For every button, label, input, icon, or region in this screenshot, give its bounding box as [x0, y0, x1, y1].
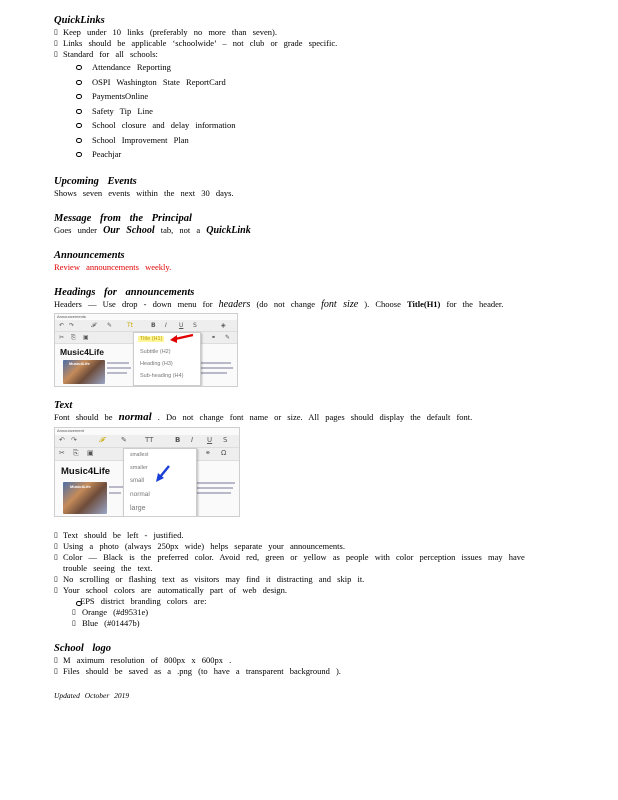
text-section [54, 399, 554, 629]
paste-icon: ▣ [83, 333, 89, 341]
logo-section [54, 642, 554, 677]
list-item: Attendance Reporting [54, 60, 554, 75]
undo-icon: ↶ [59, 321, 65, 329]
undo-icon: ↶ [59, 435, 65, 444]
editor-toolbar-row-1 [55, 320, 237, 332]
quicklinks-heading: QuickLinks [54, 15, 105, 26]
bullet-school-colors: ▯ Your school colors are automatically part of web design. [54, 585, 554, 596]
headings-section [54, 286, 554, 387]
branding-list [54, 596, 554, 607]
menu-item-heading-h3[interactable]: Heading (H3) [140, 360, 173, 367]
text-line [197, 492, 231, 494]
text-bullets [54, 530, 554, 596]
italic-icon: I [191, 435, 194, 444]
message-heading: Message from the Principal [54, 212, 192, 224]
headings-editor-screenshot [54, 313, 238, 387]
text-line [107, 362, 129, 364]
bullet-max-resolution: ▯ M aximum resolution of 800px x 600px . [54, 655, 554, 666]
branding-label: EPS district branding colors are: [54, 596, 554, 607]
text-line [197, 487, 233, 489]
text-line [109, 486, 123, 488]
quicklinks-bullets [54, 27, 554, 60]
branding-color-blue: ▯ Blue (#01447b) [54, 618, 554, 629]
redo-icon: ↷ [71, 435, 77, 444]
announcements-heading: Announcements [54, 249, 125, 261]
bullet-links-applicable: ▯ Links should be applicable ‘schoolwide’ – not club or grade specific. [54, 38, 554, 49]
copy-icon: ⎘ [73, 448, 79, 457]
heading-format-icon: Tt [127, 321, 134, 329]
menu-item-subheading-h4[interactable]: Sub-heading (H4) [140, 372, 184, 379]
link-icon: ⚭ [205, 448, 211, 457]
font-size-word: font size [321, 298, 359, 310]
logo-heading: School logo [54, 642, 112, 654]
headers-word: headers [218, 298, 251, 310]
menu-item-normal[interactable]: normal [130, 490, 150, 498]
bullet-left-justified: ▯ Text should be left - justified. [54, 530, 554, 541]
font-size-icon: TT [145, 435, 154, 444]
menu-item-smaller[interactable]: smaller [130, 464, 148, 471]
text-line [197, 482, 235, 484]
announcements-section [54, 249, 554, 273]
menu-item-subtitle-h2[interactable]: Subtitle (H2) [140, 348, 171, 355]
underline-icon: U [179, 321, 184, 329]
message-text [54, 225, 554, 236]
red-arrow-icon [167, 332, 195, 344]
blue-arrow-icon [153, 464, 171, 486]
fill-icon: ◈ [221, 321, 226, 329]
cut-icon: ✂ [59, 333, 65, 341]
quicklinks-section [54, 14, 554, 162]
text-line [107, 372, 127, 374]
menu-item-large[interactable]: large [130, 504, 146, 512]
bullet-png-files: ▯ Files should be saved as a .png (to have a transparent background ). [54, 666, 554, 677]
color-icon: ✎ [107, 321, 113, 329]
menu-item-small[interactable]: small [130, 477, 145, 484]
message-text-before: Goes under [54, 224, 97, 235]
bold-icon: B [175, 435, 181, 444]
link-icon: ⚭ [211, 333, 217, 341]
title-h1-word: Title(H1) [407, 298, 441, 309]
text-heading: Text [54, 399, 73, 411]
strike-icon: S [223, 435, 228, 444]
text-line [109, 492, 121, 494]
menu-item-title-h1[interactable]: Title (H1) [140, 335, 163, 342]
font-icon: 𝓕 [99, 435, 105, 444]
updated-footer: Updated October 2019 [54, 690, 130, 700]
font-icon: 𝓕 [91, 321, 96, 329]
screenshot-caption: Announcements [57, 313, 86, 319]
color-icon: ✎ [121, 435, 127, 444]
upcoming-section [54, 175, 554, 199]
list-item: Peachjar [54, 147, 554, 162]
our-school-tab-name: Our School [103, 224, 155, 236]
bullet-photo: ▯ Using a photo (always 250px wide) helps separate your announcements. [54, 541, 554, 552]
band-photo-badge: Music4Life [69, 360, 90, 366]
headings-text-3: ). Choose [364, 298, 401, 309]
text-paragraph [54, 412, 554, 423]
announcements-text: Review announcements weekly. [54, 261, 172, 272]
special-char-icon: ✎ [225, 333, 231, 341]
text-paragraph-1: Font should be [54, 411, 113, 422]
music4life-logo: Music4Life [61, 465, 111, 477]
logo-bullets [54, 655, 554, 677]
document-page [54, 14, 554, 707]
cut-icon: ✂ [59, 448, 65, 457]
menu-item-smallest[interactable]: smallest [130, 451, 149, 458]
bullet-keep-under: ▯ Keep under 10 links (preferably no more than seven). [54, 27, 554, 38]
headings-heading: Headings for announcements [54, 286, 195, 298]
list-item: Safety Tip Line [54, 104, 554, 119]
italic-icon: I [165, 321, 167, 329]
bullet-no-scrolling: ▯ No scrolling or flashing text as visitors may find it distracting and skip it. [54, 574, 554, 585]
text-line [201, 372, 227, 374]
bullet-color: ▯ Color — Black is the preferred color. Avoid red, green or yellow as people with color perception issues may have trouble seeing the text. [54, 552, 554, 574]
screenshot-caption: Announcement [57, 427, 84, 433]
branding-color-orange: ▯ Orange (#d9531e) [54, 607, 554, 618]
headings-text-1: Headers — Use drop - down menu for [54, 298, 213, 309]
underline-icon: U [207, 435, 213, 444]
strike-icon: S [193, 321, 197, 329]
upcoming-heading: Upcoming Events [54, 175, 137, 187]
upcoming-text: Shows seven events within the next 30 days. [54, 187, 234, 198]
list-item: OSPI Washington State ReportCard [54, 75, 554, 90]
special-char-icon: Ω [221, 448, 227, 457]
band-photo-badge: Music4Life [70, 483, 91, 489]
text-line [107, 367, 131, 369]
music4life-logo: Music4Life [60, 346, 104, 357]
copy-icon: ⎘ [71, 333, 76, 341]
standard-links-list [54, 60, 554, 162]
redo-icon: ↷ [69, 321, 75, 329]
list-item: School Improvement Plan [54, 133, 554, 148]
text-line [201, 367, 233, 369]
quicklink-word: QuickLink [206, 224, 251, 236]
normal-word: normal [118, 410, 152, 423]
list-item: School closure and delay information [54, 118, 554, 133]
text-paragraph-2: . Do not change font name or size. All pages should display the default font. [157, 411, 473, 422]
text-line [201, 362, 231, 364]
font-size-editor-screenshot [54, 427, 240, 517]
paste-icon: ▣ [87, 448, 94, 457]
headings-text [54, 299, 554, 310]
headings-text-4: for the header. [446, 298, 504, 309]
bullet-standard: ▯ Standard for all schools: [54, 49, 554, 60]
message-text-middle: tab, not a [160, 224, 201, 235]
branding-colors-list [54, 607, 554, 629]
message-section [54, 212, 554, 236]
bold-icon: B [151, 321, 156, 329]
list-item: PaymentsOnline [54, 89, 554, 104]
editor-toolbar-row-1 [55, 435, 239, 448]
headings-text-2: (do not change [256, 298, 315, 309]
